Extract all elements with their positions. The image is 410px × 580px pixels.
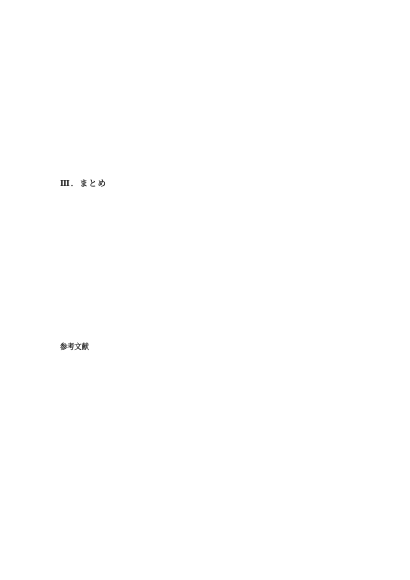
- summary-paragraph: [60, 198, 362, 330]
- references-title: 参考文献: [60, 342, 89, 351]
- reference-item: [60, 431, 362, 444]
- reference-item: [60, 353, 362, 366]
- reference-item: [60, 379, 362, 392]
- reference-item: [60, 496, 362, 509]
- intro-paragraph: [60, 68, 362, 164]
- reference-item: [60, 457, 362, 470]
- reference-item: [60, 470, 362, 483]
- reference-item: [60, 405, 362, 418]
- reference-item: [60, 418, 362, 431]
- reference-item: [60, 392, 362, 405]
- reference-list: [60, 353, 362, 509]
- reference-item: [60, 366, 362, 379]
- reference-item: [60, 483, 362, 496]
- reference-item: [60, 444, 362, 457]
- references-section: [60, 340, 362, 520]
- section-heading-summary: Ⅲ．まとめ: [60, 178, 107, 188]
